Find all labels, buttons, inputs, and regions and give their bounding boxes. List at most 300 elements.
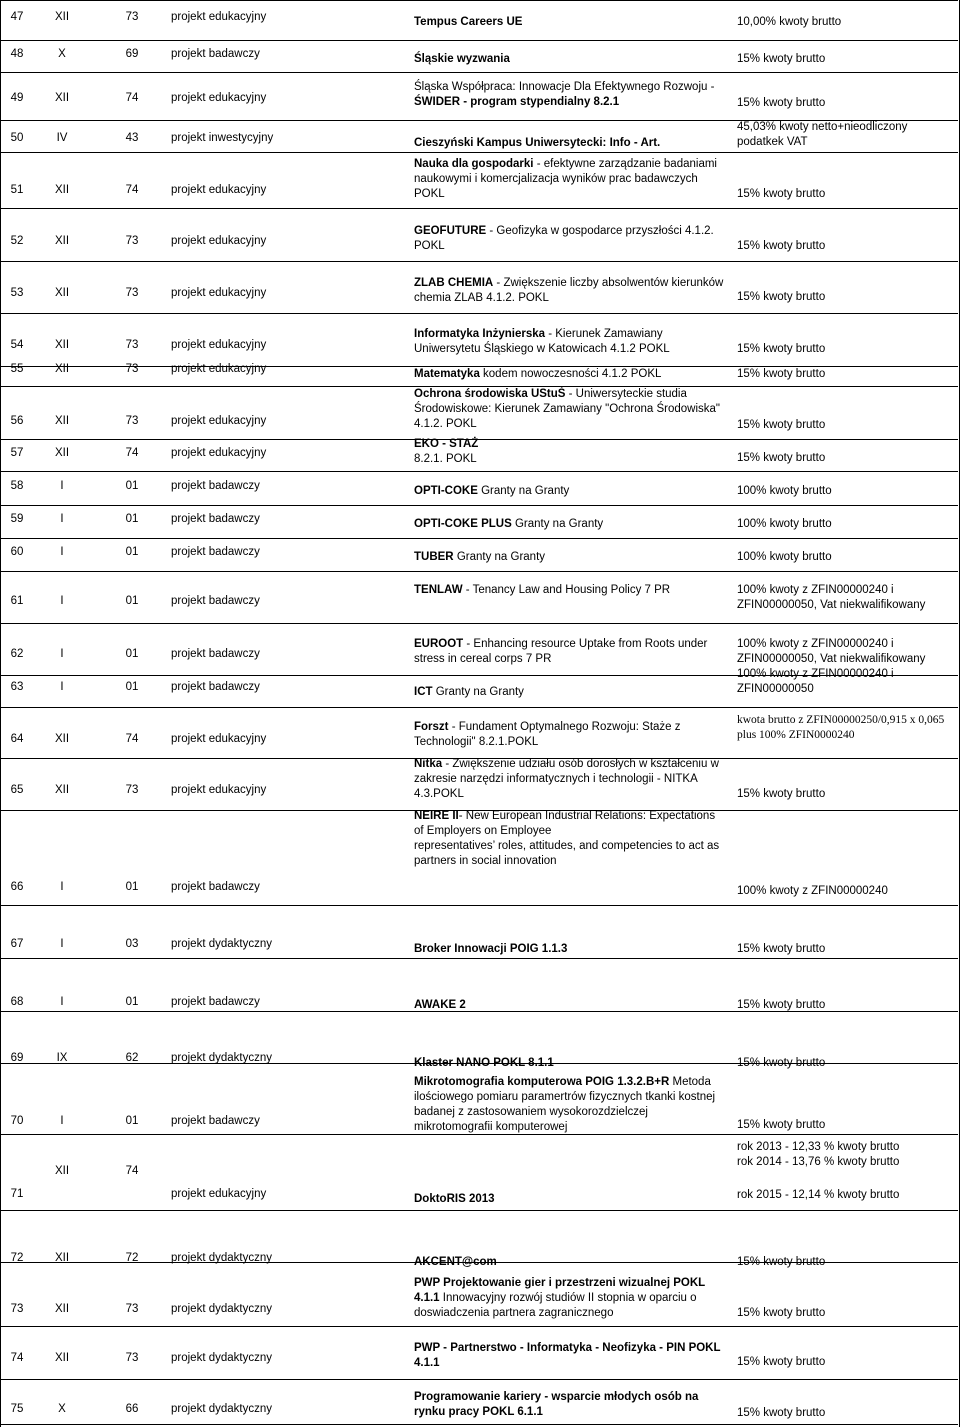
- row-project-type: projekt edukacyjny: [171, 287, 267, 299]
- title-text-segment: - Uniwersyteckie studia: [565, 388, 687, 400]
- row-divider: [0, 505, 958, 506]
- title-text-segment: Granty na Granty: [477, 485, 570, 497]
- title-line: [414, 95, 732, 110]
- title-name-segment: TENLAW: [414, 584, 463, 596]
- row-fee: [737, 713, 957, 743]
- row-project-type: projekt dydaktyczny: [171, 1052, 272, 1064]
- row-project-title: [414, 136, 732, 151]
- title-text-segment: - Enhancing resource Uptake from Roots under: [463, 638, 708, 650]
- row-project-title: [414, 1075, 732, 1135]
- row-month: XII: [54, 1352, 70, 1364]
- title-line: [414, 735, 732, 750]
- title-name-segment: 4.1.1: [414, 1357, 440, 1369]
- title-line: [414, 757, 732, 772]
- row-project-title: [414, 224, 732, 254]
- row-fee: [737, 342, 957, 357]
- row-number: 59: [10, 513, 24, 525]
- title-name-segment: ZLAB CHEMIA: [414, 277, 494, 289]
- row-code: 74: [125, 733, 139, 745]
- fee-line: 15% kwoty brutto: [737, 1407, 826, 1419]
- fee-line: 15% kwoty brutto: [737, 53, 826, 65]
- row-project-type: projekt badawczy: [171, 595, 260, 607]
- row-divider: [0, 261, 958, 262]
- title-text-segment: Technologii" 8.2.1.POKL: [414, 736, 539, 748]
- row-number: 66: [10, 881, 24, 893]
- row-number: 55: [10, 363, 24, 375]
- row-number: 63: [10, 681, 24, 693]
- title-name-segment: rynku pracy POKL 6.1.1: [414, 1406, 543, 1418]
- title-name-segment: PWP - Partnerstwo - Informatyka - Neofizyka - PIN POKL: [414, 1342, 721, 1354]
- title-line: [414, 685, 732, 700]
- row-project-title: [414, 276, 732, 306]
- title-line: [414, 15, 732, 30]
- table-border: [0, 0, 1, 1427]
- row-project-title: [414, 437, 732, 467]
- title-line: [414, 1056, 732, 1071]
- title-name-segment: TUBER: [414, 551, 454, 563]
- row-fee: [737, 187, 957, 202]
- row-project-title: [414, 998, 732, 1013]
- title-text-segment: doswiadczenia partnera zagranicznego: [414, 1307, 614, 1319]
- title-name-segment: Informatyka Inżynierska: [414, 328, 546, 340]
- title-line: [414, 239, 732, 254]
- row-code: 74: [125, 447, 139, 459]
- row-month: XII: [54, 1303, 70, 1315]
- title-line: [414, 583, 732, 598]
- row-month: XII: [54, 733, 70, 745]
- row-month: XII: [54, 92, 70, 104]
- title-name-segment: AWAKE 2: [414, 999, 466, 1011]
- row-code: 01: [125, 546, 139, 558]
- row-month: XII: [54, 287, 70, 299]
- title-line: [414, 484, 732, 499]
- fee-line: plus 100% ZFIN0000240: [737, 729, 855, 741]
- row-fee: [737, 517, 957, 532]
- fee-line: rok 2013 - 12,33 % kwoty brutto: [737, 1141, 900, 1153]
- row-code: 01: [125, 480, 139, 492]
- fee-line: 100% kwoty brutto: [737, 551, 832, 563]
- row-divider: [0, 1326, 958, 1327]
- title-text-segment: Granty na Granty: [432, 686, 524, 698]
- row-divider: [0, 152, 958, 153]
- row-project-title: [414, 517, 732, 532]
- row-number: 50: [10, 132, 24, 144]
- title-text-segment: - Geofizyka w gospodarce przyszłości 4.1.2.: [486, 225, 714, 237]
- row-project-title: [414, 583, 732, 598]
- title-name-segment: ICT: [414, 686, 433, 698]
- fee-line: ZFIN00000050, Vat niekwalifikowany: [737, 653, 926, 665]
- fee-line: 15% kwoty brutto: [737, 943, 826, 955]
- title-line: [414, 291, 732, 306]
- title-name-segment: Cieszyński Kampus Uniwersytecki: Info - Art.: [414, 137, 661, 149]
- row-code: 43: [125, 132, 139, 144]
- row-divider: [0, 1210, 958, 1211]
- row-divider: [0, 905, 958, 906]
- title-text-segment: - New European Industrial Relations: Expectations: [458, 810, 716, 822]
- row-project-type: projekt badawczy: [171, 881, 260, 893]
- title-line: [414, 387, 732, 402]
- row-number: 51: [10, 184, 24, 196]
- row-project-title: [414, 157, 732, 202]
- title-name-segment: DoktoRIS 2013: [414, 1193, 495, 1205]
- fee-line: ZFIN00000050: [737, 683, 814, 695]
- row-number: 71: [10, 1188, 24, 1200]
- title-name-segment: EUROOT: [414, 638, 464, 650]
- title-line: [414, 772, 732, 787]
- row-project-type: projekt edukacyjny: [171, 11, 267, 23]
- row-number: 69: [10, 1052, 24, 1064]
- title-line: [414, 1255, 732, 1270]
- row-project-type: projekt edukacyjny: [171, 235, 267, 247]
- title-line: [414, 452, 732, 467]
- row-project-type: projekt badawczy: [171, 681, 260, 693]
- title-line: [414, 1405, 732, 1420]
- title-name-segment: NEIRE II: [414, 810, 459, 822]
- row-fee: [737, 96, 957, 111]
- fee-line: 15% kwoty brutto: [737, 188, 826, 200]
- title-line: [414, 787, 732, 802]
- row-fee: [737, 942, 957, 957]
- row-code: 01: [125, 881, 139, 893]
- row-divider: [0, 707, 958, 708]
- title-name-segment: Nitka: [414, 758, 443, 770]
- fee-line: 15% kwoty brutto: [737, 343, 826, 355]
- title-name-segment: Ochrona środowiska UStuŚ: [414, 388, 566, 400]
- row-project-type: projekt dydaktyczny: [171, 1352, 272, 1364]
- title-line: [414, 517, 732, 532]
- row-month: I: [60, 881, 64, 893]
- row-month: I: [60, 648, 64, 660]
- row-project-title: [414, 387, 732, 432]
- title-line: [414, 1120, 732, 1135]
- row-number: 58: [10, 480, 24, 492]
- row-code: 74: [125, 92, 139, 104]
- fee-line: 45,03% kwoty netto+nieodliczony: [737, 121, 908, 133]
- row-project-type: projekt edukacyjny: [171, 363, 267, 375]
- row-code: 73: [125, 415, 139, 427]
- title-text-segment: representatives’ roles, attitudes, and competencies to act as: [414, 840, 720, 852]
- row-code: 73: [125, 1352, 139, 1364]
- row-project-title: [414, 809, 732, 869]
- fee-line: podatkek VAT: [737, 136, 808, 148]
- row-month: XII: [54, 1252, 70, 1264]
- fee-line: 100% kwoty z ZFIN00000240: [737, 885, 888, 897]
- row-month: XII: [54, 363, 70, 375]
- fee-line: rok 2014 - 13,76 % kwoty brutto: [737, 1156, 900, 1168]
- row-number: 62: [10, 648, 24, 660]
- row-number: 64: [10, 733, 24, 745]
- title-text-segment: 4.1.2. POKL: [414, 418, 477, 430]
- row-month: I: [60, 546, 64, 558]
- row-project-title: [414, 550, 732, 565]
- row-fee: [737, 1140, 957, 1170]
- title-line: [414, 824, 732, 839]
- title-line: [414, 1075, 732, 1090]
- row-project-title: [414, 484, 732, 499]
- row-fee: [737, 787, 957, 802]
- row-number: 60: [10, 546, 24, 558]
- row-number: 49: [10, 92, 24, 104]
- title-text-segment: ilościowego pomiaru paramertrów fizycznych tkanki kostnej: [414, 1091, 716, 1103]
- fee-line: 100% kwoty z ZFIN00000240 i: [737, 638, 894, 650]
- title-text-segment: mikrotomografii komputerowej: [414, 1121, 568, 1133]
- title-text-segment: stress in cereal corps 7 PR: [414, 653, 552, 665]
- row-number: 68: [10, 996, 24, 1008]
- row-month: I: [60, 480, 64, 492]
- title-line: [414, 1291, 732, 1306]
- row-divider: [0, 208, 958, 209]
- title-line: [414, 1105, 732, 1120]
- title-text-segment: 4.3.POKL: [414, 788, 464, 800]
- fee-line: 15% kwoty brutto: [737, 1256, 826, 1268]
- title-line: [414, 437, 732, 452]
- title-line: [414, 839, 732, 854]
- row-code: 74: [125, 184, 139, 196]
- row-divider: [0, 571, 958, 572]
- title-line: [414, 854, 732, 869]
- title-text-segment: Uniwersytetu Śląskiego w Katowicach 4.1.2 POKL: [414, 343, 670, 355]
- title-line: [414, 187, 732, 202]
- title-line: [414, 942, 732, 957]
- row-project-type: projekt badawczy: [171, 513, 260, 525]
- row-code: 74: [125, 1165, 139, 1177]
- row-number: 72: [10, 1252, 24, 1264]
- row-fee: [737, 1406, 957, 1421]
- title-name-segment: GEOFUTURE: [414, 225, 487, 237]
- row-number: 52: [10, 235, 24, 247]
- row-divider: [0, 0, 958, 1]
- row-project-title: [414, 757, 732, 802]
- row-project-type: projekt dydaktyczny: [171, 1403, 272, 1415]
- row-project-title: [414, 1276, 732, 1321]
- row-project-type: projekt badawczy: [171, 480, 260, 492]
- row-project-type: projekt edukacyjny: [171, 184, 267, 196]
- row-divider: [0, 623, 958, 624]
- fee-line: 15% kwoty brutto: [737, 788, 826, 800]
- row-number: 65: [10, 784, 24, 796]
- row-month: I: [60, 938, 64, 950]
- title-line: [414, 809, 732, 824]
- row-number: 73: [10, 1303, 24, 1315]
- title-name-segment: EKO - STAŻ: [414, 438, 479, 450]
- row-fee: [737, 367, 957, 382]
- row-project-title: [414, 685, 732, 700]
- row-code: 01: [125, 648, 139, 660]
- title-name-segment: OPTI-COKE PLUS: [414, 518, 512, 530]
- row-number: 48: [10, 48, 24, 60]
- fee-line: 15% kwoty brutto: [737, 368, 826, 380]
- title-line: [414, 157, 732, 172]
- fee-line: 100% kwoty brutto: [737, 485, 832, 497]
- row-month: I: [60, 595, 64, 607]
- row-project-title: [414, 1390, 732, 1420]
- fee-line: 100% kwoty brutto: [737, 518, 832, 530]
- row-project-type: projekt badawczy: [171, 648, 260, 660]
- row-project-title: [414, 367, 732, 382]
- row-month: XII: [54, 339, 70, 351]
- row-code: 01: [125, 681, 139, 693]
- row-fee: [737, 290, 957, 305]
- row-code: 69: [125, 48, 139, 60]
- title-text-segment: - Fundament Optymalnego Rozwoju: Staże z: [448, 721, 681, 733]
- row-fee: [737, 484, 957, 499]
- row-fee: [737, 1355, 957, 1370]
- fee-line: 100% kwoty z ZFIN00000240 i: [737, 584, 894, 596]
- title-name-segment: Śląskie wyzwania: [414, 53, 510, 65]
- row-code: 01: [125, 513, 139, 525]
- row-fee: [737, 1255, 957, 1270]
- title-text-segment: kodem nowoczesności 4.1.2 POKL: [479, 368, 662, 380]
- row-code: 73: [125, 11, 139, 23]
- row-project-type: projekt dydaktyczny: [171, 1303, 272, 1315]
- row-project-title: [414, 80, 732, 110]
- title-line: [414, 550, 732, 565]
- row-project-title: [414, 720, 732, 750]
- row-project-type: projekt dydaktyczny: [171, 1252, 272, 1264]
- fee-line: kwota brutto z ZFIN00000250/0,915 x 0,065: [737, 714, 945, 726]
- title-line: [414, 1356, 732, 1371]
- title-text-segment: Innowacyjny rozwój studiów II stopnia w oparciu o: [439, 1292, 697, 1304]
- title-line: [414, 342, 732, 357]
- title-name-segment: 4.1.1: [414, 1292, 440, 1304]
- row-fee: [737, 451, 957, 466]
- title-line: [414, 417, 732, 432]
- row-project-type: projekt dydaktyczny: [171, 938, 272, 950]
- title-line: [414, 1090, 732, 1105]
- row-project-type: projekt badawczy: [171, 546, 260, 558]
- title-text-segment: of Employers on Employee: [414, 825, 552, 837]
- row-project-title: [414, 1255, 732, 1270]
- row-code: 03: [125, 938, 139, 950]
- row-fee: [737, 52, 957, 67]
- row-divider: [0, 958, 958, 959]
- row-code: 72: [125, 1252, 139, 1264]
- title-line: [414, 367, 732, 382]
- row-number: 57: [10, 447, 24, 459]
- title-line: [414, 1341, 732, 1356]
- row-code: 66: [125, 1403, 139, 1415]
- row-divider: [0, 313, 958, 314]
- title-name-segment: Broker Innowacji POIG 1.1.3: [414, 943, 568, 955]
- row-project-title: [414, 15, 732, 30]
- title-text-segment: chemia ZLAB 4.1.2. POKL: [414, 292, 549, 304]
- title-line: [414, 1276, 732, 1291]
- row-project-title: [414, 942, 732, 957]
- row-month: XII: [54, 1165, 70, 1177]
- row-month: XII: [54, 447, 70, 459]
- title-text-segment: - Zwiększenie udziału osób dorosłych w kształceniu w: [442, 758, 719, 770]
- row-number: 67: [10, 938, 24, 950]
- row-project-type: projekt edukacyjny: [171, 1188, 267, 1200]
- row-number: 61: [10, 595, 24, 607]
- title-text-segment: Środowiskowe: Kierunek Zamawiany "Ochrona Środowiska": [414, 403, 721, 415]
- row-month: IV: [56, 132, 68, 144]
- title-name-segment: Programowanie kariery - wsparcie młodych osób na: [414, 1391, 699, 1403]
- row-fee: [737, 1188, 957, 1203]
- row-project-type: projekt badawczy: [171, 996, 260, 1008]
- row-month: X: [58, 1403, 66, 1415]
- row-fee: [737, 120, 957, 150]
- fee-line: 100% kwoty z ZFIN00000240 i: [737, 668, 894, 680]
- row-project-title: [414, 52, 732, 67]
- title-name-segment: Matematyka: [414, 368, 480, 380]
- row-number: 56: [10, 415, 24, 427]
- title-text-segment: zakresie narzędzi informatycznych i technologii - NITKA: [414, 773, 698, 785]
- row-month: XII: [54, 415, 70, 427]
- row-number: 74: [10, 1352, 24, 1364]
- row-month: I: [60, 996, 64, 1008]
- row-project-title: [414, 327, 732, 357]
- row-month: XII: [54, 11, 70, 23]
- title-text-segment: badanej z zastosowaniem wysokorozdzielczej: [414, 1106, 648, 1118]
- row-month: X: [58, 48, 66, 60]
- row-number: 75: [10, 1403, 24, 1415]
- title-text-segment: - Zwiększenie liczby absolwentów kierunków: [493, 277, 724, 289]
- row-divider: [0, 72, 958, 73]
- row-project-title: [414, 1056, 732, 1071]
- row-fee: [737, 884, 957, 899]
- title-name-segment: Tempus Careers UE: [414, 16, 523, 28]
- row-fee: [737, 550, 957, 565]
- title-line: [414, 652, 732, 667]
- fee-line: 10,00% kwoty brutto: [737, 16, 842, 28]
- row-code: 73: [125, 339, 139, 351]
- row-fee: [737, 998, 957, 1013]
- row-divider: [0, 1424, 958, 1425]
- row-month: XII: [54, 784, 70, 796]
- row-project-type: projekt edukacyjny: [171, 415, 267, 427]
- row-project-type: projekt inwestycyjny: [171, 132, 274, 144]
- row-divider: [0, 1379, 958, 1380]
- row-project-type: projekt edukacyjny: [171, 447, 267, 459]
- row-project-type: projekt badawczy: [171, 48, 260, 60]
- row-number: 53: [10, 287, 24, 299]
- row-code: 73: [125, 287, 139, 299]
- title-text-segment: naukowymi i komercjalizacja wyników prac badawczych: [414, 173, 698, 185]
- row-divider: [0, 538, 958, 539]
- row-project-type: projekt edukacyjny: [171, 92, 267, 104]
- title-text-segment: Granty na Granty: [511, 518, 604, 530]
- title-text-segment: partners in social innovation: [414, 855, 557, 867]
- row-project-title: [414, 637, 732, 667]
- row-fee: [737, 239, 957, 254]
- fee-line: 15% kwoty brutto: [737, 1356, 826, 1368]
- fee-line: 15% kwoty brutto: [737, 999, 826, 1011]
- title-line: [414, 80, 732, 95]
- row-code: 73: [125, 363, 139, 375]
- row-month: I: [60, 513, 64, 525]
- row-number: 47: [10, 11, 24, 23]
- fee-line: ZFIN00000050, Vat niekwalifikowany: [737, 599, 926, 611]
- fee-line: 15% kwoty brutto: [737, 419, 826, 431]
- title-text-segment: - efektywne zarządzanie badaniami: [533, 158, 717, 170]
- title-name-segment: AKCENT@com: [414, 1256, 497, 1268]
- row-code: 01: [125, 1115, 139, 1127]
- fee-line: 15% kwoty brutto: [737, 452, 826, 464]
- fee-line: 15% kwoty brutto: [737, 97, 826, 109]
- title-line: [414, 998, 732, 1013]
- row-fee: [737, 1056, 957, 1071]
- title-name-segment: OPTI-COKE: [414, 485, 478, 497]
- row-fee: [737, 637, 957, 697]
- title-name-segment: Klaster NANO POKL 8.1.1: [414, 1057, 554, 1069]
- row-fee: [737, 15, 957, 30]
- row-month: I: [60, 681, 64, 693]
- fee-line: rok 2015 - 12,14 % kwoty brutto: [737, 1189, 900, 1201]
- title-line: [414, 1390, 732, 1405]
- title-text-segment: - Tenancy Law and Housing Policy 7 PR: [462, 584, 671, 596]
- title-name-segment: Mikrotomografia komputerowa POIG 1.3.2.B+R: [414, 1076, 670, 1088]
